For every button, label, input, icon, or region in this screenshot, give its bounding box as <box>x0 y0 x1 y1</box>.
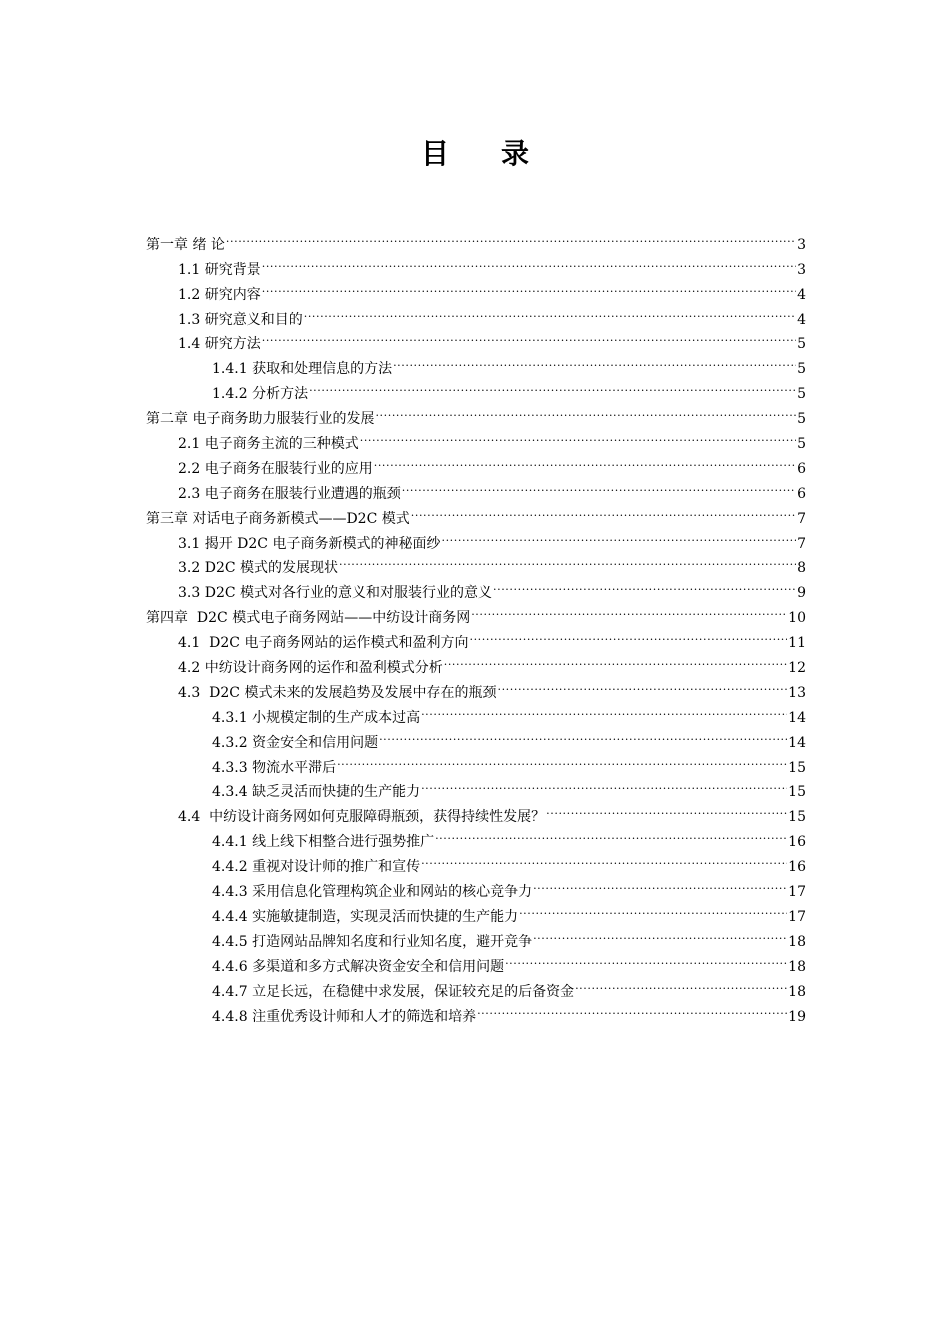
toc-page-number: 4 <box>797 311 806 328</box>
toc-entry-label: 2.1 电子商务主流的三种模式 <box>178 436 359 453</box>
toc-entry-label: 1.4.1 获取和处理信息的方法 <box>212 361 393 378</box>
toc-dot-leader <box>421 772 787 797</box>
toc-page-number: 16 <box>788 859 806 876</box>
toc-page-number: 13 <box>788 684 806 701</box>
toc-page-number: 19 <box>788 1008 806 1025</box>
toc-entry-label: 4.4.5 打造网站品牌知名度和行业知名度，避开竞争 <box>212 933 533 950</box>
toc-entry-label: 4.2 中纺设计商务网的运作和盈利模式分析 <box>178 660 443 677</box>
toc-entry-label: 4.4.6 多渠道和多方式解决资金安全和信用问题 <box>212 958 505 975</box>
toc-entry-label: 4.4.8 注重优秀设计师和人才的筛选和培养 <box>212 1008 477 1025</box>
toc-dot-leader <box>411 498 796 523</box>
toc-entry-label: 1.4 研究方法 <box>178 336 261 353</box>
toc-page-number: 5 <box>797 361 806 378</box>
toc-dot-leader <box>360 423 796 448</box>
toc-dot-leader <box>375 398 796 423</box>
toc-entry-label: 2.3 电子商务在服装行业遭遇的瓶颈 <box>178 485 401 502</box>
toc-dot-leader <box>493 572 796 597</box>
toc-entry-label: 3.3 D2C 模式对各行业的意义和对服装行业的意义 <box>178 585 493 602</box>
toc-dot-leader <box>575 971 787 996</box>
toc-entry-label: 4.3.4 缺乏灵活而快捷的生产能力 <box>212 784 421 801</box>
toc-dot-leader <box>444 647 787 672</box>
page-title <box>0 132 950 172</box>
toc-dot-leader <box>309 373 796 398</box>
toc-page-number: 9 <box>797 585 806 602</box>
toc-dot-leader <box>374 448 796 473</box>
toc-dot-leader <box>435 821 787 846</box>
toc-entry-label: 第三章 对话电子商务新模式——D2C 模式 <box>146 510 410 527</box>
toc-entry-label: 4.3.3 物流水平滞后 <box>212 759 337 776</box>
toc-entry-label: 4.1 D2C 电子商务网站的运作模式和盈利方向 <box>178 635 469 652</box>
toc-entry-label: 1.3 研究意义和目的 <box>178 311 303 328</box>
toc-entry-label: 4.3.2 资金安全和信用问题 <box>212 734 379 751</box>
toc-entry-label: 第一章 绪 论 <box>146 236 225 253</box>
toc-page-number: 14 <box>788 734 806 751</box>
toc-dot-leader <box>262 274 796 299</box>
toc-page-number: 18 <box>788 933 806 950</box>
toc-dot-leader <box>497 672 787 697</box>
toc-entry-label: 4.4.1 线上线下相整合进行强势推广 <box>212 834 435 851</box>
toc-page-number: 18 <box>788 983 806 1000</box>
toc-dot-leader <box>546 796 787 821</box>
toc-entry-label: 第二章 电子商务助力服装行业的发展 <box>146 411 375 428</box>
toc-entry-label: 3.2 D2C 模式的发展现状 <box>178 560 339 577</box>
title-char-2: 录 <box>501 137 530 170</box>
toc-entry-label: 1.2 研究内容 <box>178 286 261 303</box>
toc-page-number: 4 <box>797 286 806 303</box>
toc-dot-leader <box>533 871 787 896</box>
toc-page-number: 6 <box>797 460 806 477</box>
toc-entry-label: 4.4.4 实施敏捷制造，实现灵活而快捷的生产能力 <box>212 908 519 925</box>
toc-dot-leader <box>393 348 796 373</box>
toc-page-number: 12 <box>788 660 806 677</box>
toc-entry-label: 1.1 研究背景 <box>178 261 261 278</box>
toc-entry-label: 4.4.2 重视对设计师的推广和宣传 <box>212 859 421 876</box>
toc-page-number: 7 <box>797 510 806 527</box>
toc-entry-label: 第四章 D2C 模式电子商务网站——中纺设计商务网 <box>146 610 471 627</box>
toc-dot-leader <box>304 299 796 324</box>
toc-entry-label: 4.4.7 立足长远，在稳健中求发展，保证较充足的后备资金 <box>212 983 575 1000</box>
toc-page-number: 8 <box>797 560 806 577</box>
toc-entry-label: 2.2 电子商务在服装行业的应用 <box>178 460 373 477</box>
toc-dot-leader <box>477 996 787 1021</box>
toc-dot-leader <box>505 946 787 971</box>
toc-dot-leader <box>402 473 796 498</box>
toc-entry-label: 4.4 中纺设计商务网如何克服障碍瓶颈，获得持续性发展？ <box>178 809 546 826</box>
toc-page-number: 5 <box>797 386 806 403</box>
toc-entry[interactable] <box>146 249 806 278</box>
table-of-contents <box>146 224 806 1025</box>
toc-dot-leader <box>262 324 796 349</box>
toc-entry-label: 4.4.3 采用信息化管理构筑企业和网站的核心竞争力 <box>212 884 533 901</box>
toc-entry-label: 3.1 揭开 D2C 电子商务新模式的神秘面纱 <box>178 535 441 552</box>
toc-page-number: 3 <box>797 236 806 253</box>
toc-page-number: 17 <box>788 884 806 901</box>
title-char-1: 目 <box>420 137 449 170</box>
toc-page-number: 15 <box>788 784 806 801</box>
toc-page-number: 15 <box>788 759 806 776</box>
toc-dot-leader <box>421 846 787 871</box>
toc-entry[interactable] <box>146 224 806 253</box>
toc-page-number: 5 <box>797 436 806 453</box>
toc-page-number: 10 <box>788 610 806 627</box>
toc-entry-label: 4.3 D2C 模式未来的发展趋势及发展中存在的瓶颈 <box>178 684 497 701</box>
toc-page-number: 17 <box>788 908 806 925</box>
toc-entry-label: 4.3.1 小规模定制的生产成本过高 <box>212 709 421 726</box>
toc-page-number: 5 <box>797 411 806 428</box>
toc-page-number: 6 <box>797 485 806 502</box>
toc-dot-leader <box>469 622 787 647</box>
toc-dot-leader <box>339 548 796 573</box>
toc-dot-leader <box>471 597 787 622</box>
toc-dot-leader <box>379 722 787 747</box>
toc-dot-leader <box>441 523 796 548</box>
toc-page-number: 3 <box>797 261 806 278</box>
toc-dot-leader <box>519 896 787 921</box>
toc-page-number: 7 <box>797 535 806 552</box>
toc-entry-label: 1.4.2 分析方法 <box>212 386 309 403</box>
toc-page-number: 14 <box>788 709 806 726</box>
toc-dot-leader <box>337 747 787 772</box>
toc-page-number: 5 <box>797 336 806 353</box>
toc-dot-leader <box>421 697 787 722</box>
toc-dot-leader <box>262 249 796 274</box>
toc-page-number: 11 <box>788 635 806 652</box>
toc-page-number: 18 <box>788 958 806 975</box>
toc-page-number: 16 <box>788 834 806 851</box>
toc-dot-leader <box>226 224 796 249</box>
toc-page-number: 15 <box>788 809 806 826</box>
toc-dot-leader <box>533 921 787 946</box>
